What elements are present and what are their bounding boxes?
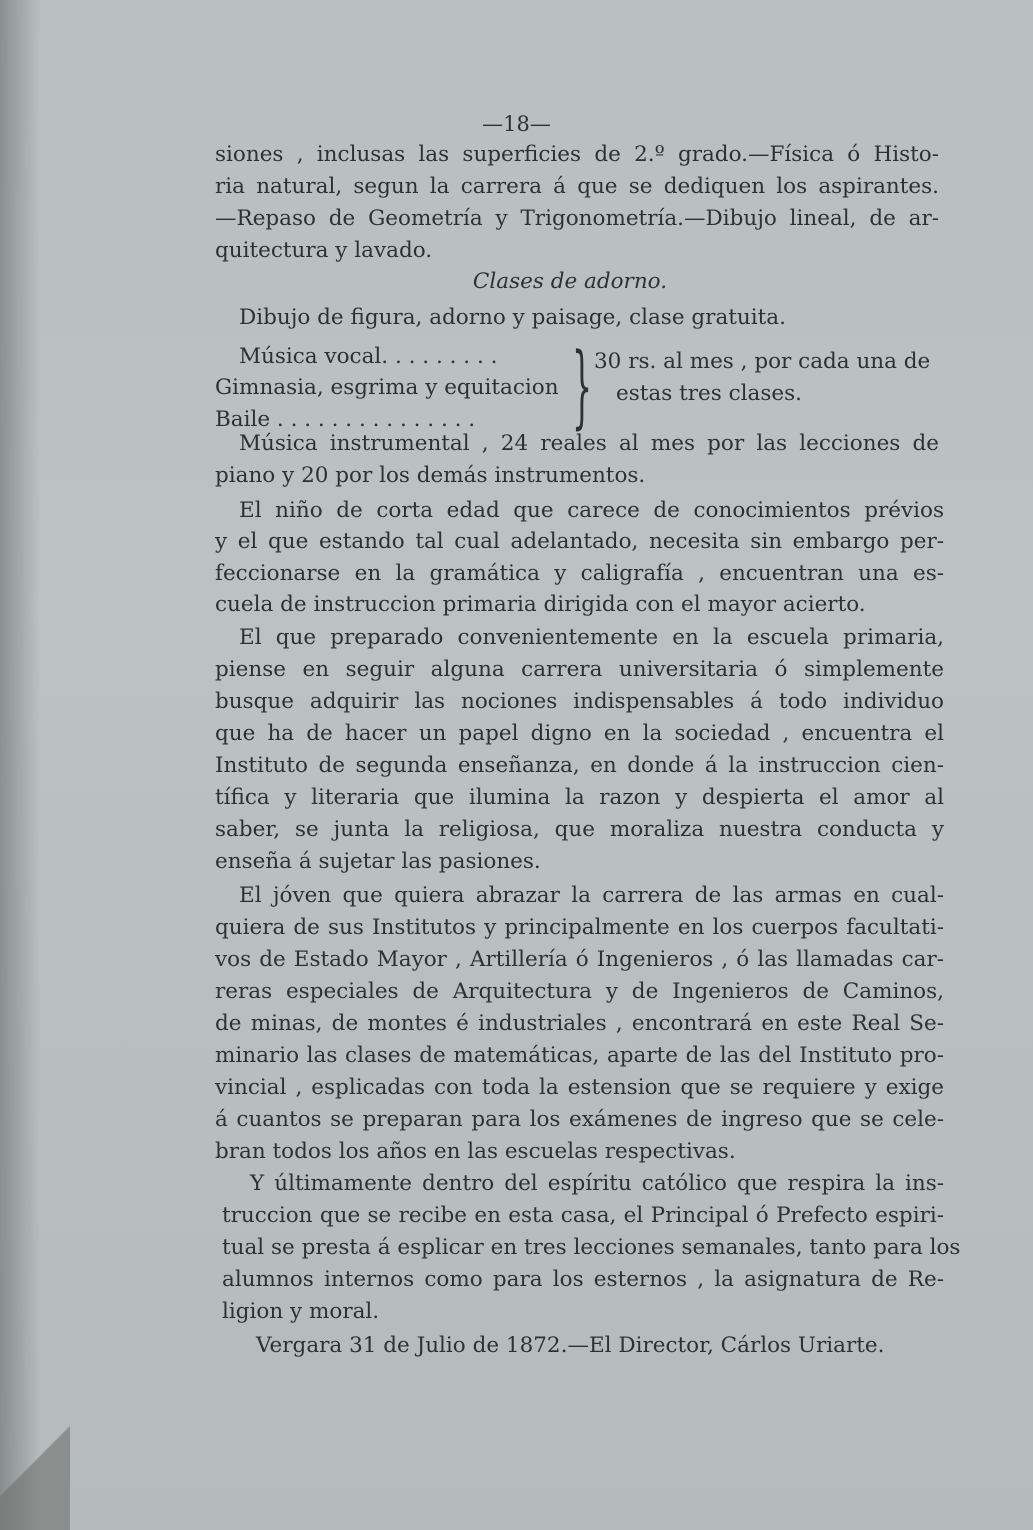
paragraph-line: á cuantos se preparan para los exámenes de ingreso que se cele- <box>215 1107 944 1132</box>
page-number: —18— <box>482 112 551 136</box>
paragraph-line: y el que estando tal cual adelantado, necesita sin embargo per- <box>215 529 944 554</box>
paragraph-line: que ha de hacer un papel digno en la sociedad , encuentra el <box>215 721 944 746</box>
paragraph-line: Instituto de segunda enseñanza, en donde á la instruccion cien- <box>215 753 944 778</box>
paragraph-line: vincial , esplicadas con toda la estension que se requiere y exige <box>215 1075 944 1100</box>
paragraph-line: tífica y literaria que ilumina la razon y despierta el amor al <box>215 785 944 810</box>
intro-line: ria natural, segun la carrera á que se dediquen los aspirantes. <box>215 174 939 199</box>
paragraph-line: quiera de sus Institutos y principalmente en los cuerpos facultati- <box>215 915 944 940</box>
paragraph-line: feccionarse en la gramática y caligrafía , encuentran una es- <box>215 561 944 586</box>
intro-line: —Repaso de Geometría y Trigonometría.—Dibujo lineal, de ar- <box>215 206 939 231</box>
paragraph-line: piense en seguir alguna carrera universitaria ó simplemente <box>215 657 944 682</box>
paragraph-line: de minas, de montes é industriales , encontrará en este Real Se- <box>215 1011 944 1036</box>
paragraph-line: vos de Estado Mayor , Artillería ó Ingenieros , ó las llamadas car- <box>215 947 944 972</box>
paragraph-line: El jóven que quiera abrazar la carrera de las armas en cual- <box>239 883 944 908</box>
paragraph-line: El que preparado convenientemente en la escuela primaria, <box>239 625 944 650</box>
paragraph-line: reras especiales de Arquitectura y de Ingenieros de Caminos, <box>215 979 944 1004</box>
class-price-line: 30 rs. al mes , por cada una de <box>594 349 931 374</box>
paragraph-line: El niño de corta edad que carece de conocimientos prévios <box>239 498 944 523</box>
class-gymnastics: Gimnasia, esgrima y equitacion <box>215 375 559 400</box>
paragraph-line: piano y 20 por los demás instrumentos. <box>215 463 646 488</box>
intro-line: quitectura y lavado. <box>215 238 433 263</box>
drawing-class-line: Dibujo de figura, adorno y paisage, clase gratuita. <box>239 305 786 330</box>
paragraph-line: ligion y moral. <box>222 1299 380 1324</box>
paragraph-line: busque adquirir las nociones indispensables á todo individuo <box>215 689 944 714</box>
paragraph-line: tual se presta á esplicar en tres lecciones semanales, tanto para los <box>222 1235 961 1260</box>
class-price-line: estas tres clases. <box>616 381 802 406</box>
paragraph-line: bran todos los años en las escuelas respectivas. <box>215 1139 736 1164</box>
paragraph-line: cuela de instruccion primaria dirigida con el mayor acierto. <box>215 592 866 617</box>
paragraph-line: alumnos internos como para los esternos , la asignatura de Re- <box>222 1267 944 1292</box>
closing-signature: Vergara 31 de Julio de 1872.—El Director, Cárlos Uriarte. <box>256 1333 885 1358</box>
paragraph-line: minario las clases de matemáticas, aparte de las del Instituto pro- <box>215 1043 944 1068</box>
paragraph-line: enseña á sujetar las pasiones. <box>215 849 541 874</box>
intro-line: siones , inclusas las superficies de 2.º grado.—Física ó Histo- <box>215 142 939 167</box>
section-heading: Clases de adorno. <box>472 269 668 294</box>
class-dance: Baile . . . . . . . . . . . . . . . <box>215 407 476 432</box>
paragraph-line: saber, se junta la religiosa, que moraliza nuestra conducta y <box>215 817 944 842</box>
brace-symbol: } <box>572 334 593 439</box>
paragraph-line: Y últimamente dentro del espíritu católico que respira la ins- <box>250 1171 944 1196</box>
class-music-vocal: Música vocal. . . . . . . . . <box>239 344 498 369</box>
paragraph-line: Música instrumental , 24 reales al mes por las lecciones de <box>239 431 939 456</box>
paragraph-line: truccion que se recibe en esta casa, el Principal ó Prefecto espiri- <box>222 1203 944 1228</box>
